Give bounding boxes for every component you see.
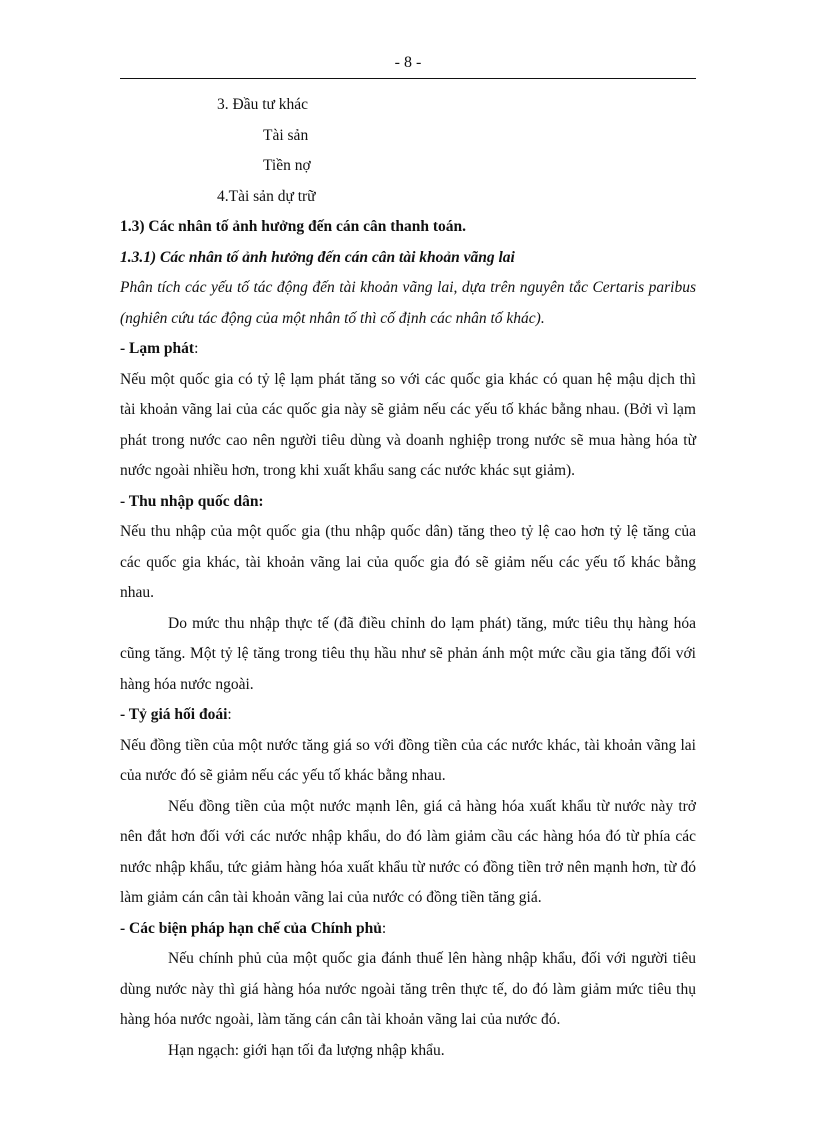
- exchange-rate-dash: -: [120, 706, 129, 723]
- exchange-rate-heading: [120, 700, 696, 731]
- inflation-colon: :: [194, 340, 199, 357]
- government-label: - Các biện pháp hạn chế của Chính phủ: [120, 919, 382, 937]
- national-income-heading: - Thu nhập quốc dân:: [120, 492, 264, 510]
- national-income-paragraph-2: Do mức thu nhập thực tế (đã điều chỉnh do lạm phát) tăng, mức tiêu thụ hàng hóa cũng tăng. Một tỷ lệ tăng trong tiêu thụ hầu như sẽ phản ánh một mức cầu gia tăng đối với hàng hóa nước ngoài.: [120, 614, 696, 693]
- list-item-reserves: 4.Tài sản dự trữ: [217, 187, 316, 205]
- national-income-paragraph-1: Nếu thu nhập của một quốc gia (thu nhập quốc dân) tăng theo tỷ lệ cao hơn tỷ lệ tăng của các quốc gia khác, tài khoản vãng lai của quốc gia đó sẽ giảm nếu các yếu tố khác bằng nhau.: [120, 523, 696, 601]
- inflation-paragraph: Nếu một quốc gia có tỷ lệ lạm phát tăng so với các quốc gia khác có quan hệ mậu dịch thì tài khoản vãng lai của các quốc gia này sẽ giảm nếu các yếu tố khác bằng nhau. (Bởi vì lạm phát trong nước cao nên người tiêu dùng và doanh nghiệp trong nước sẽ mua hàng hóa từ nước ngoài nhiều hơn, trong khi xuất khẩu sang các nước khác sụt giảm).: [120, 370, 696, 479]
- list-subitem-liabilities: Tiền nợ: [263, 157, 311, 174]
- page-content: [120, 90, 696, 1066]
- intro-paragraph: Phân tích các yếu tố tác động đến tài khoản vãng lai, dựa trên nguyên tắc Certaris paribus (nghiên cứu tác động của một nhân tố thì cố định các nhân tố khác).: [120, 279, 696, 327]
- exchange-rate-colon: :: [227, 706, 232, 723]
- inflation-heading: [120, 334, 696, 365]
- page-number: - 8 -: [394, 54, 422, 71]
- list-subitem-assets: Tài sản: [263, 126, 309, 144]
- government-heading: [120, 914, 696, 945]
- inflation-label: - Lạm phát: [120, 340, 195, 357]
- section-heading: 1.3) Các nhân tố ảnh hưởng đến cán cân thanh toán.: [120, 218, 467, 235]
- subsection-heading: 1.3.1) Các nhân tố ảnh hưởng đến cán cân tài khoản vãng lai: [120, 248, 515, 266]
- list-item-investment: 3. Đầu tư khác: [217, 96, 309, 113]
- government-paragraph-1: Nếu chính phủ của một quốc gia đánh thuế lên hàng nhập khẩu, đối với người tiêu dùng nước này thì giá hàng hóa nước ngoài tăng trên thực tế, do đó làm giảm mức tiêu thụ hàng hóa nước ngoài, làm tăng cán cân tài khoản vãng lai của nước đó.: [120, 950, 696, 1028]
- government-colon: :: [381, 919, 387, 937]
- header-rule: [120, 78, 696, 79]
- government-paragraph-2: Hạn ngạch: giới hạn tối đa lượng nhập khẩu.: [168, 1041, 445, 1059]
- exchange-rate-label: Tỷ giá hối đoái: [128, 706, 228, 723]
- exchange-rate-paragraph-2: Nếu đồng tiền của một nước mạnh lên, giá cả hàng hóa xuất khẩu từ nước này trở nên đắt hơn đối với các nước nhập khẩu, do đó làm giảm cầu các hàng hóa đó từ phía các nước nhập khẩu, tức giảm hàng hóa xuất khẩu từ nước có đồng tiền trở nên mạnh hơn, từ đó làm giảm cán cân tài khoản vãng lai của nước có đồng tiền tăng giá.: [120, 797, 696, 906]
- exchange-rate-paragraph-1: Nếu đồng tiền của một nước tăng giá so với đồng tiền của các nước khác, tài khoản vãng lai của nước đó sẽ giảm nếu các yếu tố khác bằng nhau.: [120, 736, 696, 784]
